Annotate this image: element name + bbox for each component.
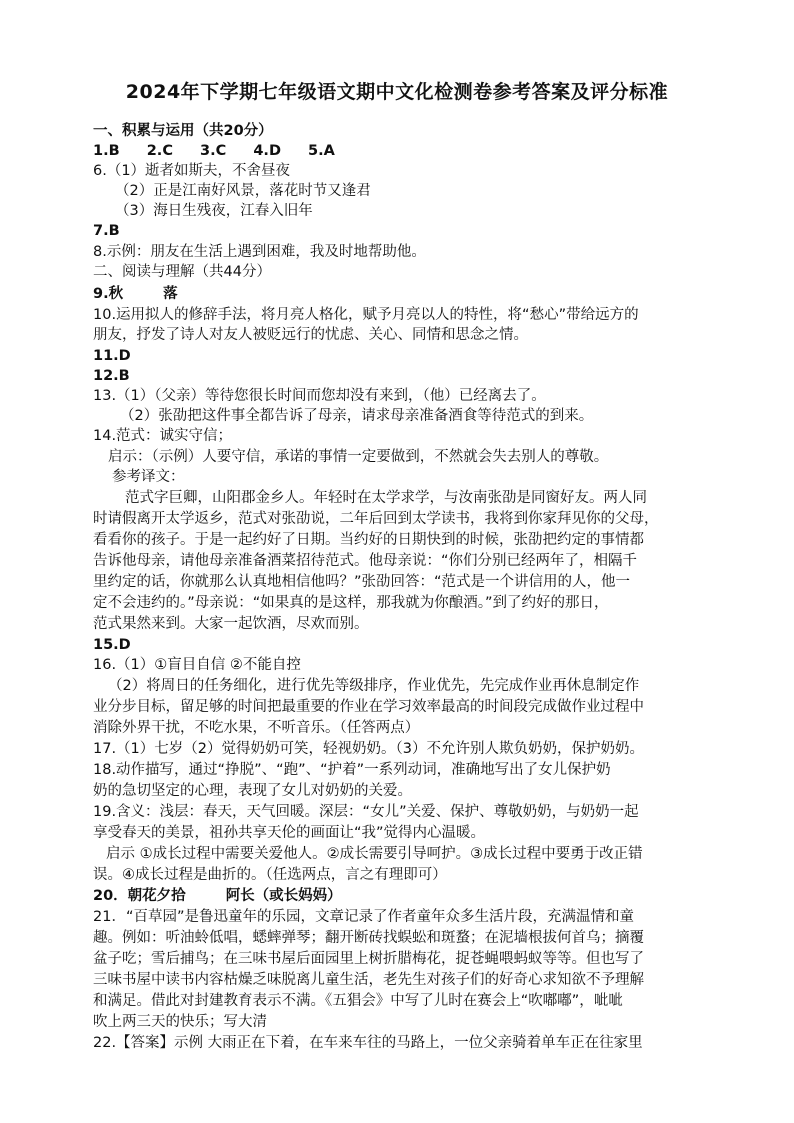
translation-line-1: 范式字巨卿，山阳郡金乡人。年轻时在太学求学，与汝南张劭是同窗好友。两人同 (125, 490, 647, 506)
answer-19-line-2: 享受春天的美景，祖孙共享天伦的画面让“我”觉得内心温暖。 (93, 825, 486, 841)
answer-22: 22.【答案】示例 大雨正在下着，在车来车往的马路上，一位父亲骑着单车正在往家里 (93, 1035, 643, 1051)
answer-7: 7.B (93, 223, 120, 239)
answer-2: 2.C (146, 143, 173, 159)
answer-18-line-1: 18.动作描写，通过“挣脱”、“跑”、“护着”一系列动词，准确地写出了女儿保护奶 (93, 762, 611, 778)
answer-11: 11.D (93, 348, 131, 364)
answer-17: 17.（1）七岁（2）觉得奶奶可笑，轻视奶奶。（3）不允许别人欺负奶奶，保护奶奶。 (93, 741, 644, 757)
answer-10-line-1: 10.运用拟人的修辞手法，将月亮人格化，赋予月亮以人的特性，将“愁心”带给远方的 (93, 307, 639, 323)
answer-12: 12.B (93, 368, 130, 384)
translation-line-2: 时请假离开太学返乡，范式对张劭说，二年后回到太学读书，我将到你家拜见你的父母， (93, 511, 659, 527)
translation-line-5: 里约定的话，你就那么认真地相信他吗？”张劭回答：“范式是一个讲信用的人，他一 (93, 574, 631, 590)
answer-18-line-2: 奶的急切坚定的心理，表现了女儿对奶奶的关爱。 (93, 783, 412, 799)
answer-21-line-4: 三味书屋中读书内容枯燥乏味脱离儿童生活，老先生对孩子们的好奇心求知欲不予理解 (93, 972, 644, 988)
answer-9: 9.秋 落 (93, 286, 178, 302)
answer-5: 5.A (308, 143, 335, 159)
answer-8: 8.示例：朋友在生活上遇到困难，我及时地帮助他。 (93, 244, 426, 260)
answer-21-line-1: 21．“百草园”是鲁迅童年的乐园，文章记录了作者童年众多生活片段，充满温情和童 (93, 909, 634, 925)
answer-21-line-2: 趣。例如：听油蛉低唱，蟋蟀弹琴；翻开断砖找蜈蚣和斑蝥；在泥墙根拔何首乌；摘覆 (93, 930, 644, 946)
answer-14: 14.范式：诚实守信； (93, 428, 233, 444)
reference-translation-label: 参考译文： (112, 469, 185, 485)
section-2-heading: 二、阅读与理解（共44分） (93, 264, 271, 280)
answer-16-2-line-2: 业分步目标，留足够的时间把最重要的作业在学习效率最高的时间段完成做作业过程中 (93, 699, 644, 715)
translation-line-4: 告诉他母亲，请他母亲准备酒菜招待范式。他母亲说：“你们分别已经两年了，相隔千 (93, 553, 638, 569)
answer-3: 3.C (200, 143, 227, 159)
answer-13-2: （2）张劭把这件事全都告诉了母亲，请求母亲准备酒食等待范式的到来。 (120, 408, 594, 424)
answer-6-1: 6.（1）逝者如斯夫，不舍昼夜 (93, 163, 291, 179)
answer-20: 20．朝花夕拾 阿长（或长妈妈） (93, 888, 342, 904)
answer-6-3: （3）海日生残夜，江春入旧年 (115, 203, 313, 219)
answer-21-line-3: 盆子吃；雪后捕鸟；在三味书屋后面园里上树折腊梅花，捉苍蝇喂蚂蚁等等。但也写了 (93, 951, 644, 967)
answer-16-2-line-1: （2）将周日的任务细化，进行优先等级排序，作业优先，先完成作业再休息制定作 (108, 678, 640, 694)
translation-line-7: 范式果然来到。大家一起饮酒，尽欢而别。 (93, 616, 369, 632)
answer-1: 1.B (93, 143, 120, 159)
answer-16-2-line-3: 消除外界干扰，不吃水果，不听音乐。（任答两点） (93, 720, 420, 736)
section-1-heading: 一、积累与运用（共20分） (93, 123, 273, 139)
document-title: 2024年下学期七年级语文期中文化检测卷参考答案及评分标准 (125, 81, 669, 103)
answer-19-line-1: 19.含义：浅层：春天，天气回暖。深层：“女儿”关爱、保护、尊敬奶奶，与奶奶一起 (93, 804, 639, 820)
answer-19-line-4: 误。④成长过程是曲折的。（任选两点，言之有理即可） (93, 867, 447, 883)
translation-line-6: 定不会违约的。”母亲说：“如果真的是这样，那我就为你酿酒。”到了约好的那日， (93, 595, 609, 611)
answer-4: 4.D (253, 143, 281, 159)
answer-21-line-6: 吹上两三天的快乐；写大清 (93, 1014, 267, 1030)
translation-line-3: 看看你的孩子。于是一起约好了日期。当约好的日期快到的时候，张劭把约定的事情都 (93, 532, 644, 548)
answer-10-line-2: 朋友，抒发了诗人对友人被贬远行的忧虑、关心、同情和思念之情。 (93, 327, 528, 343)
answer-14-insight: 启示：（示例）人要守信，承诺的事情一定要做到，不然就会失去别人的尊敬。 (108, 449, 609, 465)
answer-16-1: 16.（1）①盲目自信 ②不能自控 (93, 657, 301, 673)
answer-19-line-3: 启示 ①成长过程中需要关爱他人。②成长需要引导呵护。③成长过程中要勇于改正错 (106, 846, 643, 862)
answer-13-1: 13.（1）（父亲）等待您很长时间而您却没有来到，（他）已经离去了。 (93, 388, 546, 404)
answer-6-2: （2）正是江南好风景，落花时节又逢君 (115, 183, 371, 199)
answer-21-line-5: 和满足。借此对封建教育表示不满。《五猖会》中写了儿时在赛会上“吹嘟嘟”，呲呲 (93, 993, 623, 1009)
mc-answers-row (93, 141, 713, 161)
answer-15: 15.D (93, 637, 131, 653)
